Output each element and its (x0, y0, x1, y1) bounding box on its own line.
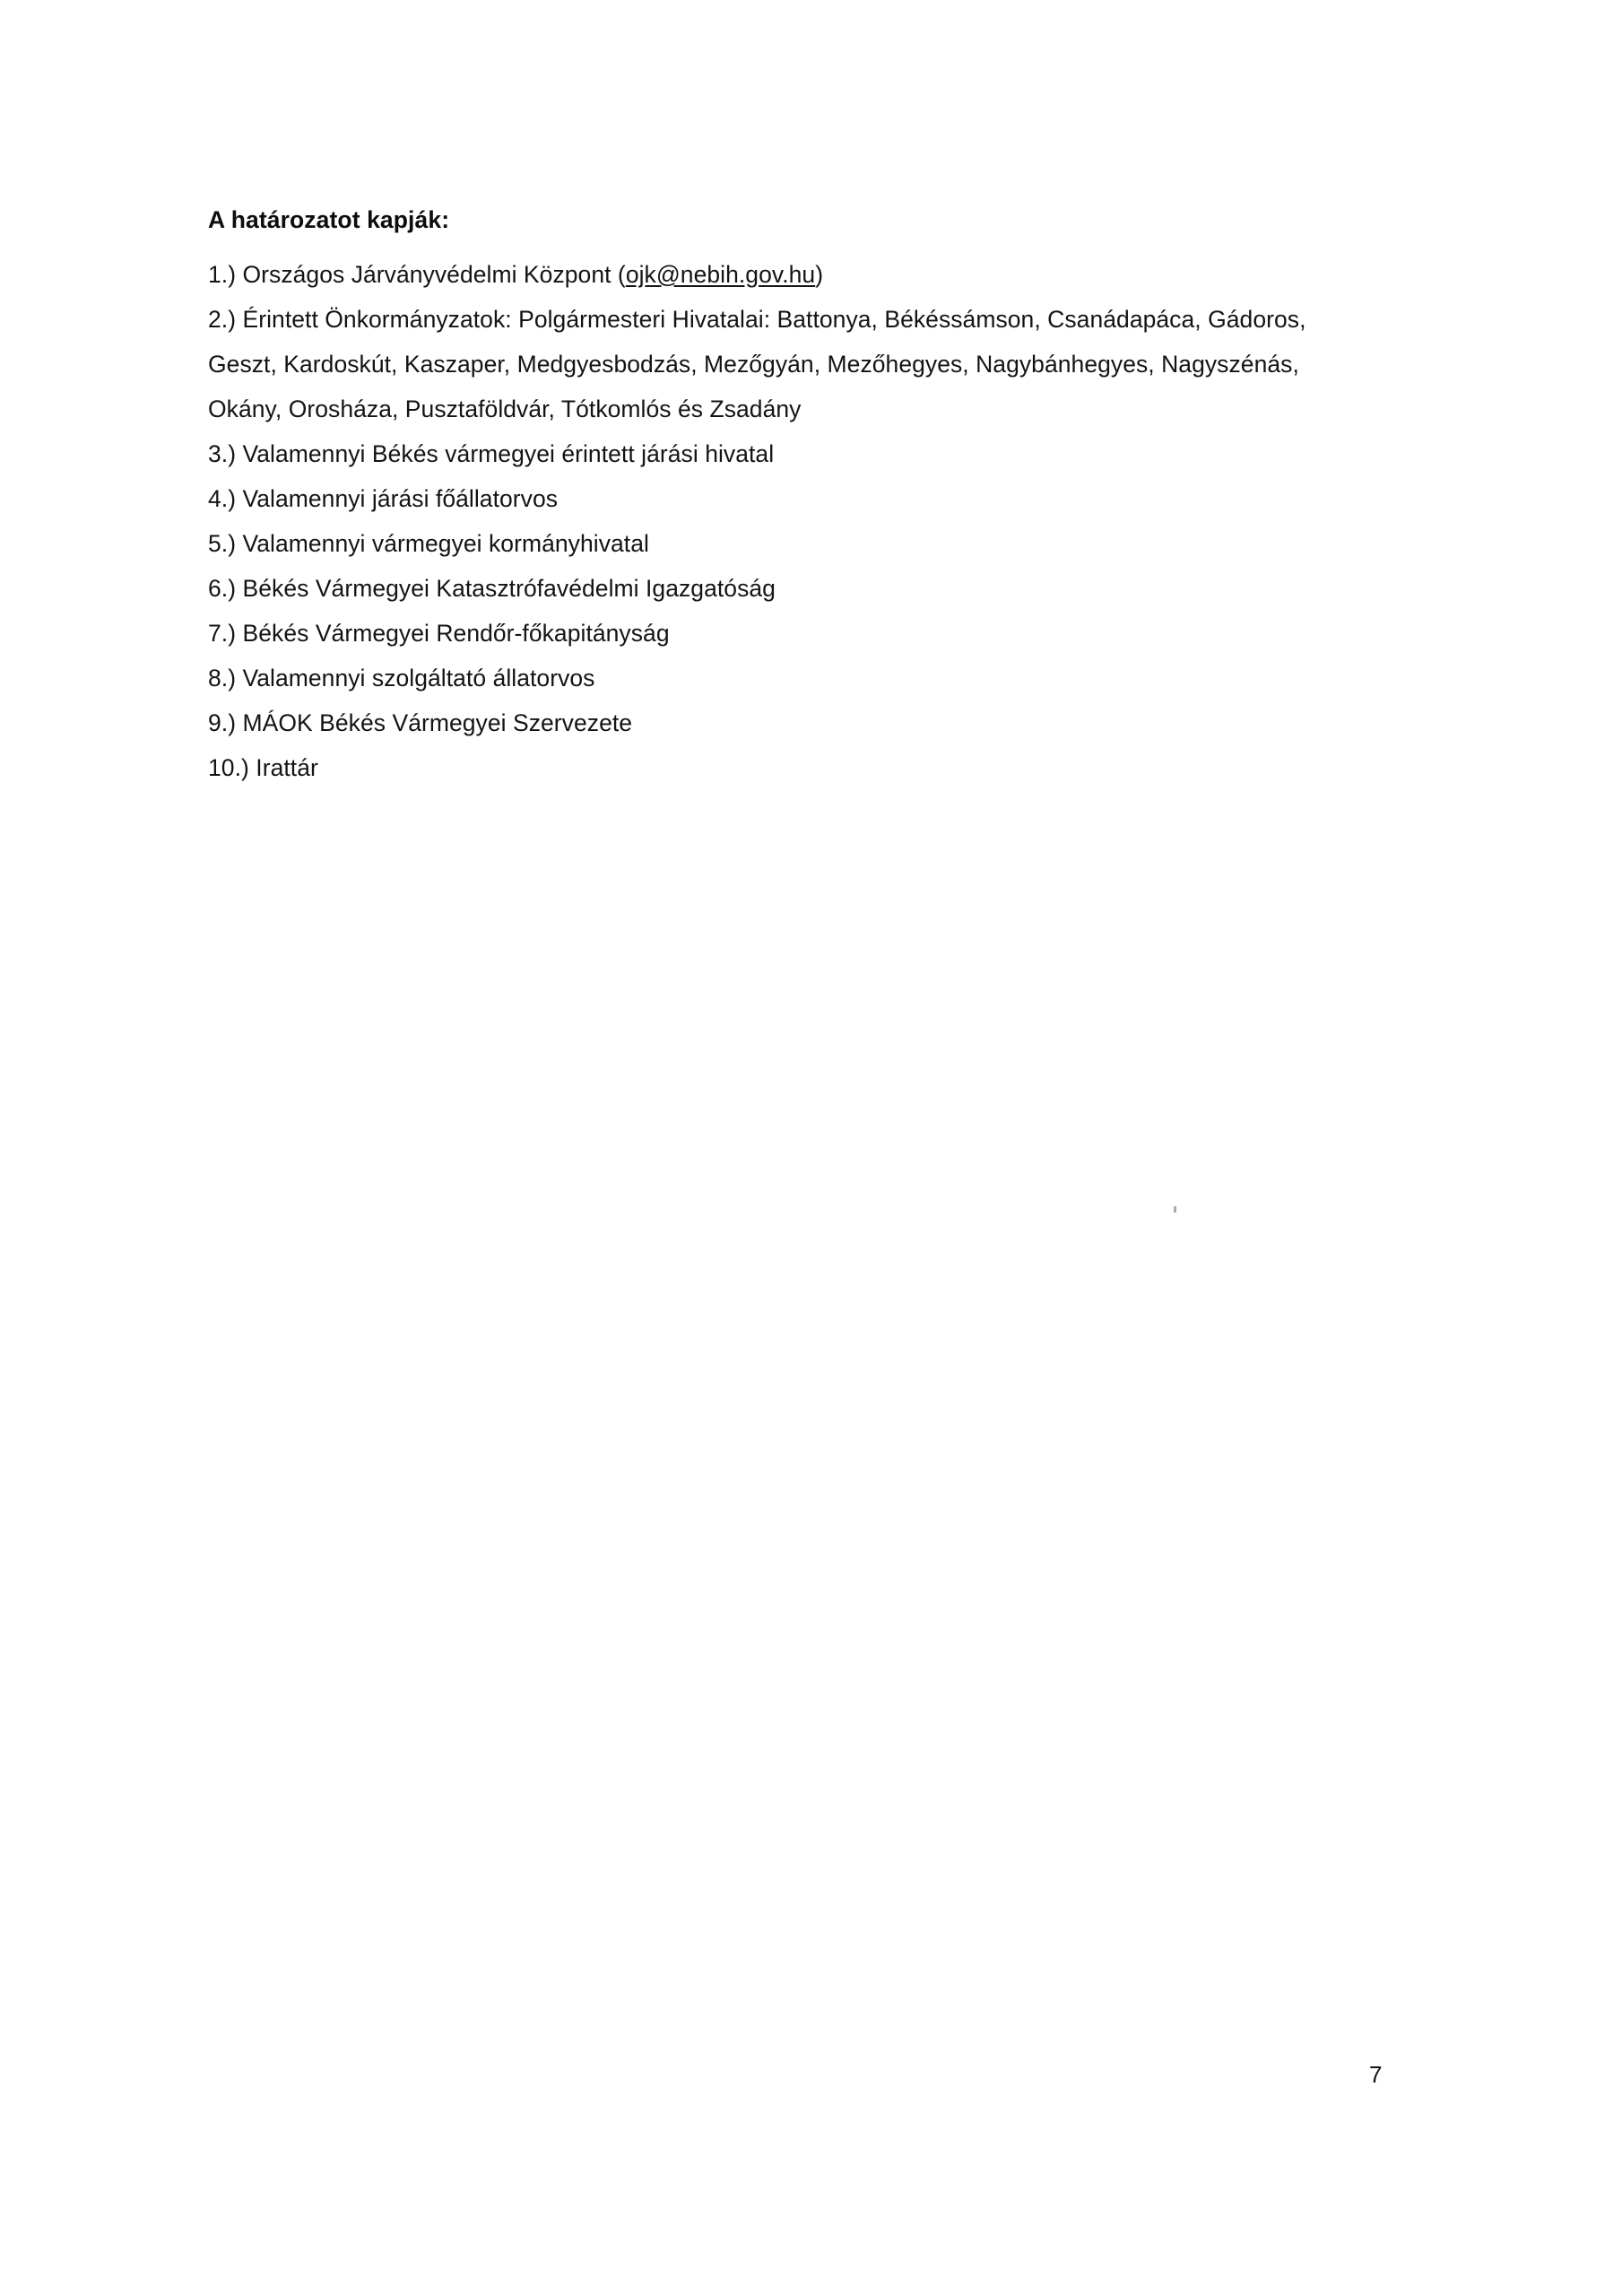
list-item-text: Valamennyi Békés vármegyei érintett járási hivatal (242, 439, 775, 467)
list-item-number: 6.) (208, 574, 237, 602)
list-item-line (208, 521, 1463, 566)
list-item-number: 3.) (208, 439, 237, 467)
list-item-text: Okány, Orosháza, Pusztaföldvár, Tótkomlós és Zsadány (208, 395, 802, 422)
list-item-number: 9.) (208, 709, 237, 736)
list-item-number: 10.) (208, 753, 249, 781)
list-item-text: Valamennyi vármegyei kormányhivatal (242, 529, 649, 557)
list-item-line (208, 342, 1463, 387)
list-item-text: Érintett Önkormányzatok: Polgármesteri Hivatalai: Battonya, Békéssámson, Csanádapáca, Gádoros, (242, 305, 1306, 333)
list-item (208, 252, 1463, 297)
email-link[interactable]: ojk@nebih.gov.hu (625, 260, 816, 288)
page-number: 7 (1369, 2061, 1383, 2088)
list-item-line (208, 566, 1463, 611)
list-item (208, 431, 1463, 476)
list-item-gap (236, 620, 242, 647)
list-item-number: 7.) (208, 619, 237, 647)
list-item-gap (236, 485, 242, 512)
list-item-text: Békés Vármegyei Katasztrófavédelmi Igazgatóság (242, 574, 776, 602)
list-item (208, 476, 1463, 521)
list-item-gap (236, 575, 242, 602)
list-item (208, 297, 1463, 431)
list-item-line (208, 431, 1463, 476)
list-item-line (208, 252, 1463, 297)
list-item-text: Valamennyi járási főállatorvos (242, 484, 559, 512)
list-item-gap (236, 306, 242, 333)
list-item-gap (236, 665, 242, 691)
list-item (208, 700, 1463, 745)
list-item-number: 1.) (208, 260, 237, 288)
list-item (208, 656, 1463, 700)
list-item-text: Geszt, Kardoskút, Kaszaper, Medgyesbodzás, Mezőgyán, Mezőhegyes, Nagybánhegyes, Nagyszénás, (208, 350, 1299, 378)
list-item (208, 745, 1463, 790)
list-item-gap (236, 530, 242, 557)
list-item-text: Békés Vármegyei Rendőr-főkapitányság (242, 619, 670, 647)
list-item-text: MÁOK Békés Vármegyei Szervezete (242, 709, 633, 736)
list-item-text: Országos Járványvédelmi Központ ( (242, 260, 626, 288)
scan-artifact-speck (1174, 1206, 1176, 1213)
list-item-text: Valamennyi szolgáltató állatorvos (242, 664, 595, 691)
list-item-line (208, 745, 1463, 790)
list-item (208, 521, 1463, 566)
list-item-text: Irattár (256, 753, 318, 781)
list-item-line (208, 476, 1463, 521)
list-item-number: 8.) (208, 664, 237, 691)
list-item-line (208, 387, 1463, 431)
list-item (208, 611, 1463, 656)
list-item-number: 5.) (208, 529, 237, 557)
document-content (208, 208, 1463, 790)
list-item-text-before-link (236, 261, 242, 288)
list-item-text-after-link: ) (815, 260, 824, 288)
recipient-list (208, 252, 1463, 790)
list-item-line (208, 611, 1463, 656)
list-item (208, 566, 1463, 611)
list-item-line (208, 656, 1463, 700)
list-item-gap (236, 440, 242, 467)
page-title: A határozatot kapják: (208, 206, 450, 233)
list-item-number: 4.) (208, 484, 237, 512)
list-item-number: 2.) (208, 305, 237, 333)
list-item-line (208, 700, 1463, 745)
list-item-gap (236, 709, 242, 736)
list-item-line (208, 297, 1463, 342)
